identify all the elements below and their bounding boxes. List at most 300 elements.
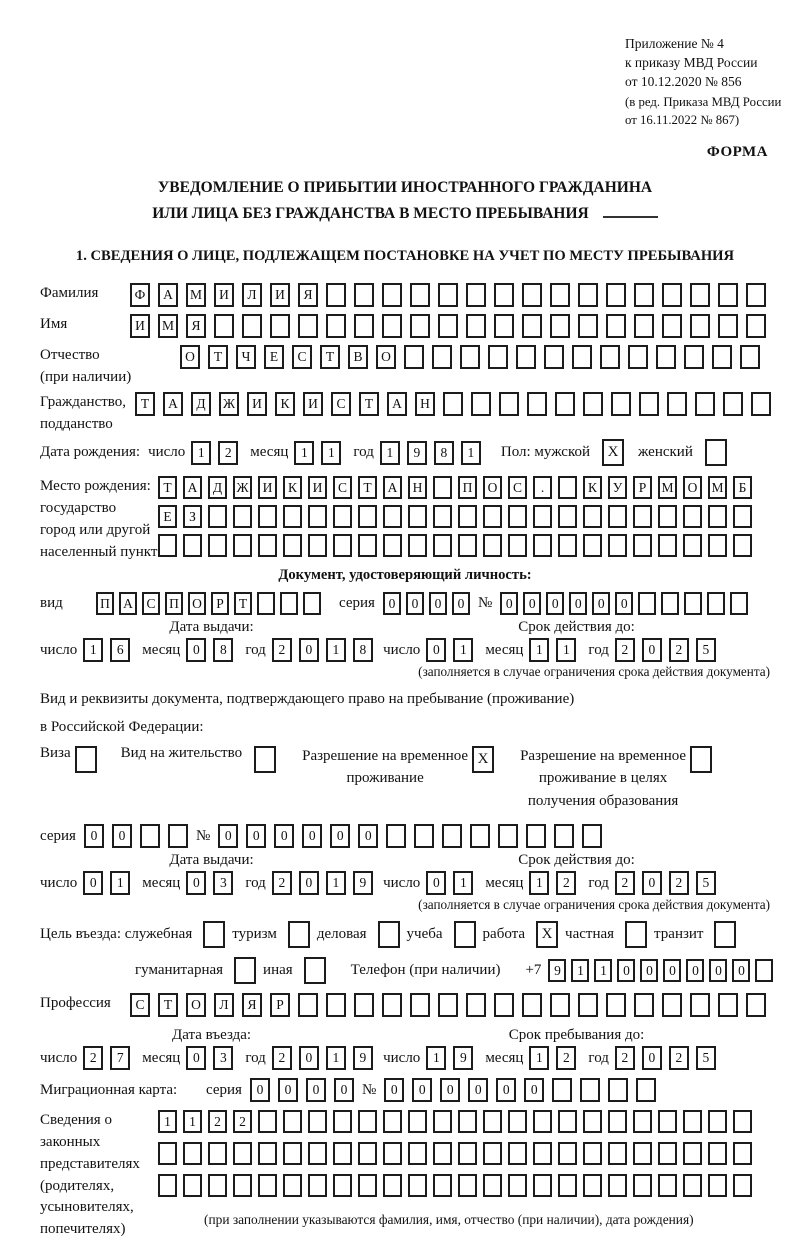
- form-cell[interactable]: 0: [330, 824, 350, 848]
- form-cell[interactable]: [662, 993, 682, 1017]
- form-cell[interactable]: [658, 1174, 677, 1197]
- purpose-official-checkbox[interactable]: [203, 921, 225, 948]
- form-cell[interactable]: [308, 505, 327, 528]
- form-cell[interactable]: [633, 1174, 652, 1197]
- form-cell[interactable]: 1: [321, 441, 341, 465]
- form-cell[interactable]: П: [458, 476, 477, 499]
- form-cell[interactable]: [432, 345, 452, 369]
- form-cell[interactable]: [298, 993, 318, 1017]
- form-cell[interactable]: 2: [218, 441, 238, 465]
- form-cell[interactable]: 0: [642, 638, 662, 662]
- form-cell[interactable]: 6: [110, 638, 130, 662]
- form-cell[interactable]: А: [383, 476, 402, 499]
- form-cell[interactable]: 0: [642, 1046, 662, 1070]
- form-cell[interactable]: [233, 1142, 252, 1165]
- purpose-transit-checkbox[interactable]: [714, 921, 736, 948]
- form-cell[interactable]: И: [303, 392, 323, 416]
- form-cell[interactable]: Я: [298, 283, 318, 307]
- form-cell[interactable]: [414, 824, 434, 848]
- form-cell[interactable]: [600, 345, 620, 369]
- form-cell[interactable]: 2: [556, 1046, 576, 1070]
- form-cell[interactable]: [733, 534, 752, 557]
- form-cell[interactable]: [533, 534, 552, 557]
- form-cell[interactable]: Н: [408, 476, 427, 499]
- form-cell[interactable]: 1: [426, 1046, 446, 1070]
- form-cell[interactable]: [740, 345, 760, 369]
- form-cell[interactable]: С: [130, 993, 150, 1017]
- form-cell[interactable]: [634, 283, 654, 307]
- form-cell[interactable]: [214, 314, 234, 338]
- form-cell[interactable]: [611, 392, 631, 416]
- form-cell[interactable]: [658, 534, 677, 557]
- form-cell[interactable]: [433, 505, 452, 528]
- form-cell[interactable]: [183, 1174, 202, 1197]
- form-cell[interactable]: П: [96, 592, 114, 615]
- form-cell[interactable]: С: [142, 592, 160, 615]
- purpose-study-checkbox[interactable]: [454, 921, 476, 948]
- form-cell[interactable]: [578, 283, 598, 307]
- phone-cell[interactable]: 0: [663, 959, 681, 982]
- form-cell[interactable]: 0: [299, 871, 319, 895]
- form-cell[interactable]: [683, 1142, 702, 1165]
- form-cell[interactable]: [633, 505, 652, 528]
- form-cell[interactable]: Р: [633, 476, 652, 499]
- form-cell[interactable]: 9: [407, 441, 427, 465]
- form-cell[interactable]: [580, 1078, 600, 1102]
- form-cell[interactable]: .: [533, 476, 552, 499]
- form-cell[interactable]: [658, 1110, 677, 1133]
- form-cell[interactable]: [308, 1110, 327, 1133]
- form-cell[interactable]: [466, 314, 486, 338]
- form-cell[interactable]: [383, 505, 402, 528]
- form-cell[interactable]: Т: [358, 476, 377, 499]
- form-cell[interactable]: 0: [440, 1078, 460, 1102]
- form-cell[interactable]: [408, 505, 427, 528]
- form-cell[interactable]: [683, 534, 702, 557]
- form-cell[interactable]: [508, 534, 527, 557]
- form-cell[interactable]: 2: [83, 1046, 103, 1070]
- purpose-business-checkbox[interactable]: [378, 921, 400, 948]
- form-cell[interactable]: Р: [211, 592, 229, 615]
- form-cell[interactable]: 0: [569, 592, 587, 615]
- form-cell[interactable]: И: [130, 314, 150, 338]
- form-cell[interactable]: Т: [158, 476, 177, 499]
- form-cell[interactable]: [608, 505, 627, 528]
- form-cell[interactable]: [208, 1142, 227, 1165]
- form-cell[interactable]: Ф: [130, 283, 150, 307]
- form-cell[interactable]: 1: [158, 1110, 177, 1133]
- form-cell[interactable]: [354, 283, 374, 307]
- form-cell[interactable]: [410, 993, 430, 1017]
- form-cell[interactable]: 0: [358, 824, 378, 848]
- form-cell[interactable]: [283, 1142, 302, 1165]
- form-cell[interactable]: С: [331, 392, 351, 416]
- form-cell[interactable]: [433, 476, 452, 499]
- form-cell[interactable]: [354, 993, 374, 1017]
- form-cell[interactable]: [466, 993, 486, 1017]
- form-cell[interactable]: [684, 592, 702, 615]
- form-cell[interactable]: [382, 314, 402, 338]
- form-cell[interactable]: [483, 534, 502, 557]
- form-cell[interactable]: [408, 1174, 427, 1197]
- form-cell[interactable]: [208, 1174, 227, 1197]
- form-cell[interactable]: [386, 824, 406, 848]
- form-cell[interactable]: 0: [302, 824, 322, 848]
- form-cell[interactable]: 5: [696, 871, 716, 895]
- form-cell[interactable]: [555, 392, 575, 416]
- form-cell[interactable]: [583, 505, 602, 528]
- form-cell[interactable]: [683, 1174, 702, 1197]
- form-cell[interactable]: [354, 314, 374, 338]
- form-cell[interactable]: [695, 392, 715, 416]
- form-cell[interactable]: [438, 283, 458, 307]
- form-cell[interactable]: [723, 392, 743, 416]
- form-cell[interactable]: [633, 1142, 652, 1165]
- form-cell[interactable]: А: [119, 592, 137, 615]
- form-cell[interactable]: [303, 592, 321, 615]
- form-cell[interactable]: 1: [326, 638, 346, 662]
- form-cell[interactable]: 0: [429, 592, 447, 615]
- form-cell[interactable]: Л: [214, 993, 234, 1017]
- form-cell[interactable]: [733, 1110, 752, 1133]
- form-cell[interactable]: [408, 534, 427, 557]
- form-cell[interactable]: [483, 1142, 502, 1165]
- form-cell[interactable]: 0: [500, 592, 518, 615]
- form-cell[interactable]: [233, 534, 252, 557]
- form-cell[interactable]: [658, 1142, 677, 1165]
- form-cell[interactable]: [751, 392, 771, 416]
- visa-checkbox[interactable]: [75, 746, 97, 773]
- form-cell[interactable]: [516, 345, 536, 369]
- form-cell[interactable]: [358, 505, 377, 528]
- purpose-work-checkbox[interactable]: X: [536, 921, 558, 948]
- form-cell[interactable]: [233, 505, 252, 528]
- form-cell[interactable]: С: [292, 345, 312, 369]
- form-cell[interactable]: 7: [110, 1046, 130, 1070]
- form-cell[interactable]: [554, 824, 574, 848]
- form-cell[interactable]: [690, 314, 710, 338]
- form-cell[interactable]: [158, 1142, 177, 1165]
- form-cell[interactable]: 2: [669, 871, 689, 895]
- form-cell[interactable]: [460, 345, 480, 369]
- form-cell[interactable]: [488, 345, 508, 369]
- form-cell[interactable]: 0: [186, 871, 206, 895]
- phone-cell[interactable]: 0: [732, 959, 750, 982]
- form-cell[interactable]: И: [258, 476, 277, 499]
- form-cell[interactable]: В: [348, 345, 368, 369]
- form-cell[interactable]: [438, 314, 458, 338]
- form-cell[interactable]: [383, 1174, 402, 1197]
- form-cell[interactable]: 2: [208, 1110, 227, 1133]
- form-cell[interactable]: [471, 392, 491, 416]
- form-cell[interactable]: [183, 1142, 202, 1165]
- form-cell[interactable]: [583, 1142, 602, 1165]
- form-cell[interactable]: [583, 1174, 602, 1197]
- form-cell[interactable]: [333, 534, 352, 557]
- form-cell[interactable]: [158, 1174, 177, 1197]
- form-cell[interactable]: 0: [523, 592, 541, 615]
- form-cell[interactable]: 0: [250, 1078, 270, 1102]
- form-cell[interactable]: [522, 314, 542, 338]
- form-cell[interactable]: [730, 592, 748, 615]
- form-cell[interactable]: [718, 993, 738, 1017]
- form-cell[interactable]: [628, 345, 648, 369]
- form-cell[interactable]: 1: [110, 871, 130, 895]
- form-cell[interactable]: Я: [242, 993, 262, 1017]
- form-cell[interactable]: [550, 314, 570, 338]
- residence-permit-checkbox[interactable]: [254, 746, 276, 773]
- form-cell[interactable]: [683, 1110, 702, 1133]
- form-cell[interactable]: Б: [733, 476, 752, 499]
- form-cell[interactable]: [608, 534, 627, 557]
- purpose-other-checkbox[interactable]: [304, 957, 326, 984]
- form-cell[interactable]: [270, 314, 290, 338]
- form-cell[interactable]: 0: [306, 1078, 326, 1102]
- form-cell[interactable]: О: [186, 993, 206, 1017]
- purpose-private-checkbox[interactable]: [625, 921, 647, 948]
- form-cell[interactable]: Л: [242, 283, 262, 307]
- form-cell[interactable]: [208, 505, 227, 528]
- form-cell[interactable]: [658, 505, 677, 528]
- form-cell[interactable]: [634, 314, 654, 338]
- form-cell[interactable]: [408, 1142, 427, 1165]
- form-cell[interactable]: [608, 1078, 628, 1102]
- form-cell[interactable]: [690, 283, 710, 307]
- form-cell[interactable]: [522, 993, 542, 1017]
- form-cell[interactable]: [442, 824, 462, 848]
- form-cell[interactable]: [383, 534, 402, 557]
- form-cell[interactable]: [572, 345, 592, 369]
- form-cell[interactable]: 0: [112, 824, 132, 848]
- form-cell[interactable]: О: [483, 476, 502, 499]
- form-cell[interactable]: 1: [529, 871, 549, 895]
- form-cell[interactable]: [383, 1110, 402, 1133]
- form-cell[interactable]: [494, 283, 514, 307]
- form-cell[interactable]: Е: [264, 345, 284, 369]
- form-cell[interactable]: [583, 1110, 602, 1133]
- form-cell[interactable]: [533, 1142, 552, 1165]
- form-cell[interactable]: 0: [299, 638, 319, 662]
- form-cell[interactable]: Р: [270, 993, 290, 1017]
- form-cell[interactable]: [558, 534, 577, 557]
- form-cell[interactable]: Т: [135, 392, 155, 416]
- form-cell[interactable]: Т: [320, 345, 340, 369]
- form-cell[interactable]: [733, 1174, 752, 1197]
- form-cell[interactable]: [404, 345, 424, 369]
- form-cell[interactable]: Ж: [233, 476, 252, 499]
- form-cell[interactable]: 2: [272, 871, 292, 895]
- form-cell[interactable]: [712, 345, 732, 369]
- form-cell[interactable]: [140, 824, 160, 848]
- form-cell[interactable]: К: [283, 476, 302, 499]
- form-cell[interactable]: Д: [191, 392, 211, 416]
- form-cell[interactable]: [708, 1174, 727, 1197]
- form-cell[interactable]: [208, 534, 227, 557]
- form-cell[interactable]: 2: [233, 1110, 252, 1133]
- form-cell[interactable]: [333, 505, 352, 528]
- form-cell[interactable]: [544, 345, 564, 369]
- form-cell[interactable]: П: [165, 592, 183, 615]
- form-cell[interactable]: И: [270, 283, 290, 307]
- form-cell[interactable]: [242, 314, 262, 338]
- form-cell[interactable]: [410, 283, 430, 307]
- form-cell[interactable]: [458, 1110, 477, 1133]
- form-cell[interactable]: 2: [272, 638, 292, 662]
- form-cell[interactable]: [358, 534, 377, 557]
- form-cell[interactable]: 1: [461, 441, 481, 465]
- form-cell[interactable]: 2: [669, 638, 689, 662]
- female-checkbox[interactable]: [705, 439, 727, 466]
- form-cell[interactable]: [633, 1110, 652, 1133]
- form-cell[interactable]: [578, 993, 598, 1017]
- form-cell[interactable]: М: [158, 314, 178, 338]
- form-cell[interactable]: [433, 1142, 452, 1165]
- form-cell[interactable]: [662, 283, 682, 307]
- form-cell[interactable]: Ч: [236, 345, 256, 369]
- form-cell[interactable]: А: [163, 392, 183, 416]
- form-cell[interactable]: [258, 534, 277, 557]
- form-cell[interactable]: [183, 534, 202, 557]
- form-cell[interactable]: [494, 993, 514, 1017]
- form-cell[interactable]: [483, 505, 502, 528]
- edu-permit-checkbox[interactable]: [690, 746, 712, 773]
- form-cell[interactable]: [458, 534, 477, 557]
- form-cell[interactable]: 0: [274, 824, 294, 848]
- form-cell[interactable]: 0: [84, 824, 104, 848]
- form-cell[interactable]: Т: [359, 392, 379, 416]
- form-cell[interactable]: [308, 534, 327, 557]
- form-cell[interactable]: [283, 505, 302, 528]
- form-cell[interactable]: [558, 505, 577, 528]
- form-cell[interactable]: 0: [592, 592, 610, 615]
- form-cell[interactable]: [382, 283, 402, 307]
- form-cell[interactable]: [608, 1174, 627, 1197]
- form-cell[interactable]: 1: [453, 638, 473, 662]
- form-cell[interactable]: [527, 392, 547, 416]
- form-cell[interactable]: [718, 283, 738, 307]
- form-cell[interactable]: 2: [615, 1046, 635, 1070]
- form-cell[interactable]: 1: [380, 441, 400, 465]
- form-cell[interactable]: [458, 1142, 477, 1165]
- form-cell[interactable]: [636, 1078, 656, 1102]
- form-cell[interactable]: 0: [186, 1046, 206, 1070]
- form-cell[interactable]: 1: [326, 871, 346, 895]
- form-cell[interactable]: [746, 314, 766, 338]
- form-cell[interactable]: 2: [272, 1046, 292, 1070]
- form-cell[interactable]: А: [183, 476, 202, 499]
- form-cell[interactable]: 8: [434, 441, 454, 465]
- form-cell[interactable]: О: [376, 345, 396, 369]
- form-cell[interactable]: 3: [213, 1046, 233, 1070]
- form-cell[interactable]: [707, 592, 725, 615]
- phone-cell[interactable]: [755, 959, 773, 982]
- form-cell[interactable]: 0: [524, 1078, 544, 1102]
- form-cell[interactable]: 0: [383, 592, 401, 615]
- form-cell[interactable]: 0: [384, 1078, 404, 1102]
- form-cell[interactable]: [733, 1142, 752, 1165]
- form-cell[interactable]: [358, 1142, 377, 1165]
- form-cell[interactable]: [466, 283, 486, 307]
- form-cell[interactable]: К: [583, 476, 602, 499]
- form-cell[interactable]: [558, 1142, 577, 1165]
- form-cell[interactable]: [533, 1174, 552, 1197]
- form-cell[interactable]: [606, 993, 626, 1017]
- form-cell[interactable]: 3: [213, 871, 233, 895]
- form-cell[interactable]: 9: [353, 871, 373, 895]
- form-cell[interactable]: С: [508, 476, 527, 499]
- form-cell[interactable]: [433, 1110, 452, 1133]
- form-cell[interactable]: [558, 476, 577, 499]
- form-cell[interactable]: [283, 534, 302, 557]
- form-cell[interactable]: 1: [183, 1110, 202, 1133]
- form-cell[interactable]: Н: [415, 392, 435, 416]
- form-cell[interactable]: 0: [426, 871, 446, 895]
- form-cell[interactable]: 1: [83, 638, 103, 662]
- form-cell[interactable]: [494, 314, 514, 338]
- form-cell[interactable]: [639, 392, 659, 416]
- form-cell[interactable]: [458, 505, 477, 528]
- form-cell[interactable]: У: [608, 476, 627, 499]
- temp-permit-checkbox[interactable]: X: [472, 746, 494, 773]
- form-cell[interactable]: А: [387, 392, 407, 416]
- form-cell[interactable]: Т: [158, 993, 178, 1017]
- form-cell[interactable]: О: [188, 592, 206, 615]
- form-cell[interactable]: [606, 314, 626, 338]
- form-cell[interactable]: И: [214, 283, 234, 307]
- form-cell[interactable]: [326, 314, 346, 338]
- form-cell[interactable]: [558, 1174, 577, 1197]
- form-cell[interactable]: [746, 993, 766, 1017]
- form-cell[interactable]: [308, 1174, 327, 1197]
- form-cell[interactable]: 5: [696, 638, 716, 662]
- form-cell[interactable]: М: [708, 476, 727, 499]
- phone-cell[interactable]: 0: [686, 959, 704, 982]
- form-cell[interactable]: [257, 592, 275, 615]
- form-cell[interactable]: [433, 1174, 452, 1197]
- form-cell[interactable]: 0: [546, 592, 564, 615]
- form-cell[interactable]: К: [275, 392, 295, 416]
- form-cell[interactable]: 1: [453, 871, 473, 895]
- form-cell[interactable]: [533, 1110, 552, 1133]
- form-cell[interactable]: [498, 824, 518, 848]
- form-cell[interactable]: [684, 345, 704, 369]
- form-cell[interactable]: [483, 1174, 502, 1197]
- form-cell[interactable]: 5: [696, 1046, 716, 1070]
- form-cell[interactable]: [458, 1174, 477, 1197]
- form-cell[interactable]: [708, 1110, 727, 1133]
- form-cell[interactable]: [158, 534, 177, 557]
- form-cell[interactable]: [662, 314, 682, 338]
- form-cell[interactable]: 2: [615, 638, 635, 662]
- form-cell[interactable]: 0: [218, 824, 238, 848]
- form-cell[interactable]: [533, 505, 552, 528]
- form-cell[interactable]: [298, 314, 318, 338]
- form-cell[interactable]: 0: [246, 824, 266, 848]
- form-cell[interactable]: [552, 1078, 572, 1102]
- form-cell[interactable]: [656, 345, 676, 369]
- form-cell[interactable]: 0: [496, 1078, 516, 1102]
- form-cell[interactable]: 0: [615, 592, 633, 615]
- form-cell[interactable]: 8: [353, 638, 373, 662]
- form-cell[interactable]: [438, 993, 458, 1017]
- form-cell[interactable]: 0: [299, 1046, 319, 1070]
- form-cell[interactable]: Ж: [219, 392, 239, 416]
- form-cell[interactable]: [661, 592, 679, 615]
- form-cell[interactable]: [233, 1174, 252, 1197]
- form-cell[interactable]: [608, 1110, 627, 1133]
- form-cell[interactable]: [358, 1174, 377, 1197]
- form-cell[interactable]: [522, 283, 542, 307]
